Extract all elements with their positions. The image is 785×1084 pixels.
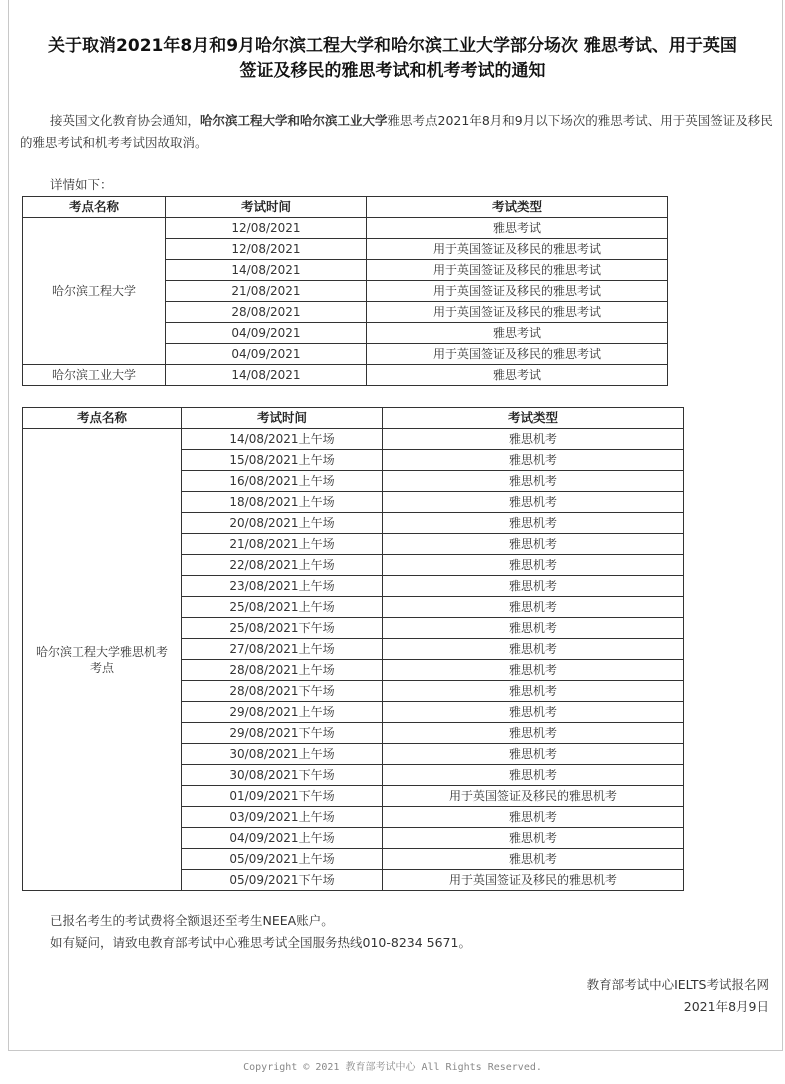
exam-type-cell: 雅思机考	[383, 681, 684, 702]
exam-type-cell: 雅思机考	[383, 471, 684, 492]
table-header-row	[23, 408, 684, 429]
copyright-footer: Copyright © 2021 教育部考试中心 All Rights Reserved.	[243, 1062, 542, 1073]
exam-date-cell: 30/08/2021上午场	[182, 744, 383, 765]
exam-type-cell: 雅思考试	[367, 218, 668, 239]
exam-date-cell: 27/08/2021上午场	[182, 639, 383, 660]
title-line-1: 关于取消2021年8月和9月哈尔滨工程大学和哈尔滨工业大学部分场次 雅思考试、用于英国	[48, 36, 737, 56]
exam-type-cell: 用于英国签证及移民的雅思机考	[383, 870, 684, 891]
table-row	[23, 365, 668, 386]
table-row	[23, 218, 668, 239]
header-exam-type: 考试类型	[367, 197, 668, 218]
exam-date-cell: 01/09/2021下午场	[182, 786, 383, 807]
exam-type-cell: 雅思机考	[383, 744, 684, 765]
exam-date-cell: 28/08/2021	[166, 302, 367, 323]
exam-date-cell: 28/08/2021上午场	[182, 660, 383, 681]
header-venue: 考点名称	[23, 408, 182, 429]
exam-date-cell: 03/09/2021上午场	[182, 807, 383, 828]
exam-type-cell: 用于英国签证及移民的雅思考试	[367, 344, 668, 365]
cancelled-computer-exams-table	[22, 407, 684, 891]
exam-date-cell: 20/08/2021上午场	[182, 513, 383, 534]
notice-title	[10, 34, 775, 84]
title-line-2: 签证及移民的雅思考试和机考考试的通知	[239, 61, 546, 81]
intro-venues-bold: 哈尔滨工程大学和哈尔滨工业大学	[200, 113, 388, 128]
exam-date-cell: 04/09/2021	[166, 323, 367, 344]
exam-date-cell: 25/08/2021上午场	[182, 597, 383, 618]
venue-cell: 哈尔滨工程大学	[23, 218, 166, 365]
exam-type-cell: 雅思机考	[383, 513, 684, 534]
exam-date-cell: 05/09/2021上午场	[182, 849, 383, 870]
exam-type-cell: 雅思机考	[383, 576, 684, 597]
exam-type-cell: 雅思机考	[383, 660, 684, 681]
exam-date-cell: 04/09/2021	[166, 344, 367, 365]
exam-date-cell: 30/08/2021下午场	[182, 765, 383, 786]
exam-date-cell: 15/08/2021上午场	[182, 450, 383, 471]
exam-type-cell: 雅思机考	[383, 618, 684, 639]
exam-date-cell: 22/08/2021上午场	[182, 555, 383, 576]
header-exam-date: 考试时间	[166, 197, 367, 218]
exam-type-cell: 用于英国签证及移民的雅思考试	[367, 302, 668, 323]
header-exam-date: 考试时间	[182, 408, 383, 429]
signature-org: 教育部考试中心IELTS考试报名网	[586, 977, 769, 992]
exam-type-cell: 用于英国签证及移民的雅思考试	[367, 260, 668, 281]
exam-type-cell: 雅思机考	[383, 723, 684, 744]
exam-type-cell: 雅思机考	[383, 429, 684, 450]
table-header-row	[23, 197, 668, 218]
exam-date-cell: 29/08/2021上午场	[182, 702, 383, 723]
exam-type-cell: 雅思机考	[383, 492, 684, 513]
exam-type-cell: 用于英国签证及移民的雅思考试	[367, 239, 668, 260]
exam-date-cell: 14/08/2021上午场	[182, 429, 383, 450]
exam-date-cell: 23/08/2021上午场	[182, 576, 383, 597]
exam-date-cell: 04/09/2021上午场	[182, 828, 383, 849]
header-venue: 考点名称	[23, 197, 166, 218]
exam-type-cell: 雅思考试	[367, 323, 668, 344]
exam-date-cell: 14/08/2021	[166, 365, 367, 386]
exam-date-cell: 25/08/2021下午场	[182, 618, 383, 639]
cancelled-paper-exams-table	[22, 196, 668, 386]
table-row	[23, 429, 684, 450]
exam-type-cell: 雅思机考	[383, 534, 684, 555]
intro-prefix: 接英国文化教育协会通知，	[50, 113, 201, 128]
note-refund: 已报名考生的考试费将全额退还至考生NEEA账户。	[50, 913, 334, 928]
exam-date-cell: 29/08/2021下午场	[182, 723, 383, 744]
intro-suffix: 雅思考点2021年8月和9月以下场次的雅思考试、用于英国签证及移民的雅思考试和机考考试因故取消。	[20, 113, 773, 150]
exam-type-cell: 雅思机考	[383, 849, 684, 870]
exam-date-cell: 21/08/2021	[166, 281, 367, 302]
exam-type-cell: 雅思机考	[383, 555, 684, 576]
exam-type-cell: 用于英国签证及移民的雅思考试	[367, 281, 668, 302]
exam-type-cell: 雅思机考	[383, 639, 684, 660]
exam-date-cell: 21/08/2021上午场	[182, 534, 383, 555]
exam-type-cell: 雅思机考	[383, 597, 684, 618]
exam-date-cell: 16/08/2021上午场	[182, 471, 383, 492]
intro-paragraph	[20, 110, 775, 154]
signature-block	[587, 974, 769, 1018]
exam-date-cell: 28/08/2021下午场	[182, 681, 383, 702]
header-exam-type: 考试类型	[383, 408, 684, 429]
exam-type-cell: 雅思机考	[383, 765, 684, 786]
exam-type-cell: 雅思机考	[383, 807, 684, 828]
notes	[50, 910, 471, 954]
exam-date-cell: 12/08/2021	[166, 239, 367, 260]
venue-cell: 哈尔滨工业大学	[23, 365, 166, 386]
exam-date-cell: 18/08/2021上午场	[182, 492, 383, 513]
exam-date-cell: 14/08/2021	[166, 260, 367, 281]
exam-type-cell: 雅思机考	[383, 450, 684, 471]
detail-label: 详情如下：	[50, 177, 113, 192]
exam-date-cell: 12/08/2021	[166, 218, 367, 239]
note-hotline: 如有疑问，请致电教育部考试中心雅思考试全国服务热线010-8234 5671。	[50, 935, 471, 950]
exam-date-cell: 05/09/2021下午场	[182, 870, 383, 891]
venue-cell: 哈尔滨工程大学雅思机考考点	[23, 429, 182, 891]
exam-type-cell: 雅思机考	[383, 828, 684, 849]
signature-date: 2021年8月9日	[683, 999, 769, 1014]
exam-type-cell: 用于英国签证及移民的雅思机考	[383, 786, 684, 807]
exam-type-cell: 雅思机考	[383, 702, 684, 723]
exam-type-cell: 雅思考试	[367, 365, 668, 386]
